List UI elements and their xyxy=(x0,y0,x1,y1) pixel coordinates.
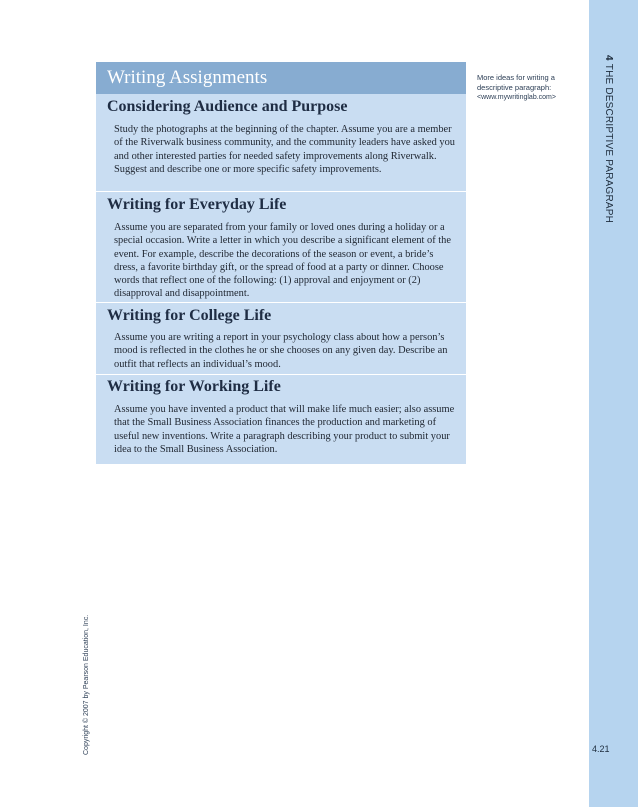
margin-note-text: More ideas for writing a descriptive paragraph: xyxy=(477,73,555,92)
section-heading: Considering Audience and Purpose xyxy=(107,98,348,115)
section-body: Assume you are writing a report in your psychology class about how a person’s mood is reflected in the clothes he or she chooses on any given day. Describe an outfit that reflects an individual’s mood. xyxy=(114,332,448,370)
section-college-life xyxy=(96,307,466,374)
section-working-life xyxy=(96,378,466,462)
margin-note xyxy=(477,73,581,103)
section-divider xyxy=(96,302,466,303)
section-heading: Writing for College Life xyxy=(107,307,272,324)
section-body: Assume you are separated from your family or loved ones during a holiday or a special occasion. Write a letter in which you describe a significant element of the event. For example, describe the decorations of the season or event, a bride’s dress, a favorite birthday gift, or the spread of food at a party or dinner. Choose words that reflect one of the following: (1) approval and enjoyment or (2) disapproval and disappointment. xyxy=(114,222,451,300)
box-title: Writing Assignments xyxy=(107,67,268,88)
section-divider xyxy=(96,191,466,192)
page-number: 4.21 xyxy=(592,744,610,754)
section-body: Study the photographs at the beginning of the chapter. Assume you are a member of the Riverwalk business community, and the community leaders have asked you and other interested parties for needed safety improvements along Riverwalk. Suggest and describe one or more specific safety improvements. xyxy=(114,124,455,175)
section-body: Assume you have invented a product that will make life much easier; also assume that the Small Business Association finances the production and marketing of useful new inventions. Write a paragraph describing your product to submit your idea to the Small Business Association. xyxy=(114,404,455,455)
margin-note-url[interactable]: <www.mywritinglab.com> xyxy=(477,94,556,101)
chapter-title: THE DESCRIPTIVE PARAGRAPH xyxy=(603,63,614,224)
box-title-bar xyxy=(96,62,466,94)
chapter-number: 4 xyxy=(603,55,614,61)
chapter-tab xyxy=(603,55,614,223)
writing-assignments-box xyxy=(96,62,466,464)
section-divider xyxy=(96,374,466,375)
section-everyday-life xyxy=(96,196,466,302)
section-heading: Writing for Everyday Life xyxy=(107,196,287,213)
section-heading: Writing for Working Life xyxy=(107,378,281,395)
copyright-notice: Copyright © 2007 by Pearson Education, Inc. xyxy=(83,614,90,755)
